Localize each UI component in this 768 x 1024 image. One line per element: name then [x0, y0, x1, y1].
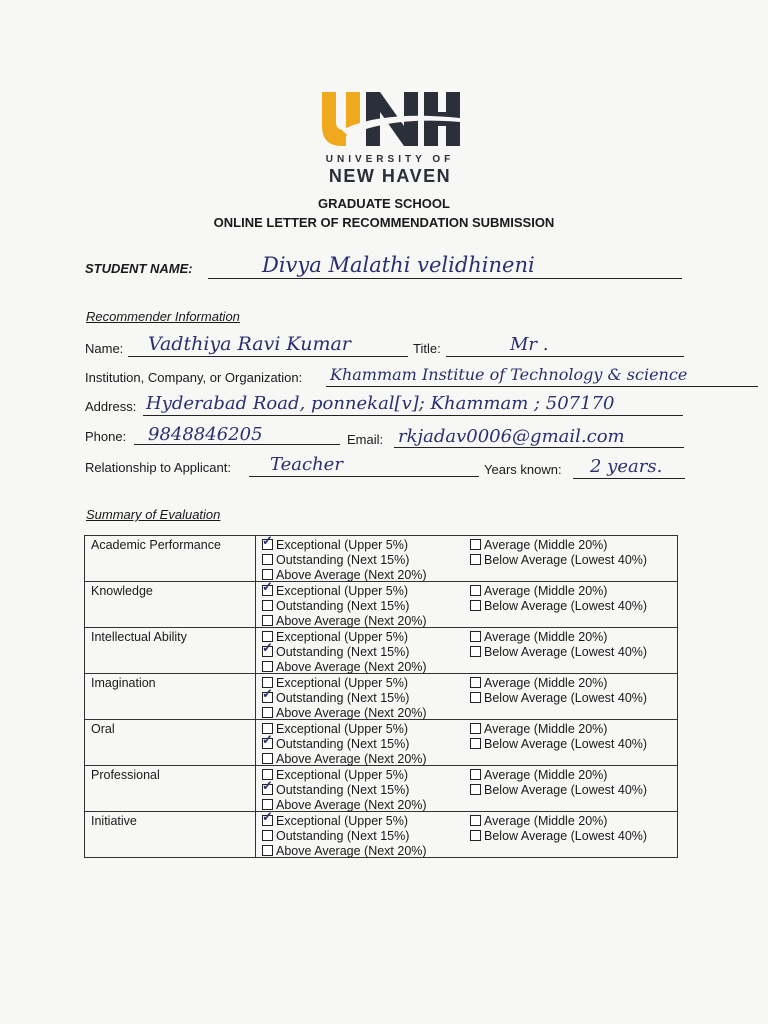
- logo-letter-u: [322, 92, 346, 146]
- phone-label: Phone:: [85, 429, 127, 444]
- rating-checkbox[interactable]: [262, 539, 273, 550]
- rating-checkbox[interactable]: [470, 631, 481, 642]
- rating-checkbox[interactable]: [470, 815, 481, 826]
- evaluation-category: Knowledge: [85, 582, 256, 628]
- evaluation-category: Academic Performance: [85, 536, 256, 582]
- rating-checkbox[interactable]: [470, 646, 481, 657]
- rating-option-label: Exceptional (Upper 5%): [276, 630, 409, 644]
- rating-option[interactable]: [262, 630, 408, 645]
- rating-option-label: Average (Middle 20%): [484, 584, 608, 598]
- new-haven-text: NEW HAVEN: [328, 166, 452, 186]
- evaluation-row: [85, 766, 678, 812]
- evaluation-category: Intellectual Ability: [85, 628, 256, 674]
- rating-option[interactable]: [262, 706, 427, 721]
- student-name-line: [208, 278, 682, 279]
- rating-option[interactable]: [262, 752, 427, 767]
- rating-checkbox[interactable]: [262, 585, 273, 596]
- rating-option-label: Exceptional (Upper 5%): [276, 814, 409, 828]
- rating-option-label: Outstanding (Next 15%): [276, 599, 410, 613]
- rating-option-label: Below Average (Lowest 40%): [484, 829, 648, 843]
- rating-checkbox[interactable]: [262, 554, 273, 565]
- rating-checkbox[interactable]: [262, 600, 273, 611]
- email-label: Email:: [347, 432, 384, 447]
- email-value[interactable]: rkjadav0006@gmail.com: [398, 426, 625, 447]
- rating-checkbox[interactable]: [470, 554, 481, 565]
- rating-option[interactable]: [262, 691, 409, 706]
- rating-option[interactable]: [470, 676, 607, 691]
- rating-option-label: Outstanding (Next 15%): [276, 829, 410, 843]
- rating-option[interactable]: [262, 568, 427, 583]
- relationship-line: [249, 476, 479, 477]
- rating-option-label: Above Average (Next 20%): [276, 706, 427, 720]
- rating-checkbox[interactable]: [262, 646, 273, 657]
- rating-option-label: Below Average (Lowest 40%): [484, 599, 648, 613]
- rating-option-label: Exceptional (Upper 5%): [276, 722, 409, 736]
- rating-checkbox[interactable]: [470, 585, 481, 596]
- rating-option-label: Average (Middle 20%): [484, 768, 608, 782]
- rating-option[interactable]: [470, 599, 647, 614]
- rating-option-label: Exceptional (Upper 5%): [276, 676, 409, 690]
- rating-option[interactable]: [262, 783, 409, 798]
- rating-option-label: Outstanding (Next 15%): [276, 553, 410, 567]
- evaluation-options: [256, 720, 678, 766]
- rating-option[interactable]: [470, 814, 607, 829]
- rating-option[interactable]: [470, 783, 647, 798]
- rating-option-label: Below Average (Lowest 40%): [484, 691, 648, 705]
- evaluation-row: [85, 720, 678, 766]
- rating-checkbox[interactable]: [470, 692, 481, 703]
- rating-option[interactable]: [470, 691, 647, 706]
- rating-option-label: Average (Middle 20%): [484, 814, 608, 828]
- relationship-value[interactable]: Teacher: [270, 454, 343, 475]
- rating-checkbox[interactable]: [470, 723, 481, 734]
- rating-option[interactable]: [262, 584, 408, 599]
- rating-option-label: Average (Middle 20%): [484, 722, 608, 736]
- rating-option[interactable]: [470, 722, 607, 737]
- rating-option[interactable]: [262, 599, 409, 614]
- rating-checkbox[interactable]: [470, 738, 481, 749]
- evaluation-row: [85, 536, 678, 582]
- rating-option-label: Below Average (Lowest 40%): [484, 553, 648, 567]
- address-line: [143, 415, 683, 416]
- rating-checkbox[interactable]: [262, 615, 273, 626]
- institution-value[interactable]: Khammam Institue of Technology & science: [330, 365, 688, 384]
- rating-option-label: Above Average (Next 20%): [276, 660, 427, 674]
- rating-option-label: Outstanding (Next 15%): [276, 645, 410, 659]
- rating-option-label: Exceptional (Upper 5%): [276, 584, 409, 598]
- rating-option[interactable]: [262, 844, 427, 859]
- rating-checkbox[interactable]: [262, 845, 273, 856]
- name-value[interactable]: Vadthiya Ravi Kumar: [148, 333, 351, 355]
- evaluation-options: [256, 582, 678, 628]
- rating-checkbox[interactable]: [262, 707, 273, 718]
- rating-checkbox[interactable]: [262, 753, 273, 764]
- student-name-value[interactable]: Divya Malathi velidhineni: [262, 253, 535, 277]
- institution-line: [326, 386, 758, 387]
- rating-option[interactable]: [262, 553, 409, 568]
- rating-checkbox[interactable]: [262, 830, 273, 841]
- rating-option-label: Above Average (Next 20%): [276, 614, 427, 628]
- rating-option[interactable]: [262, 614, 427, 629]
- rating-checkbox[interactable]: [470, 539, 481, 550]
- title-value[interactable]: Mr .: [510, 334, 549, 355]
- rating-option-label: Above Average (Next 20%): [276, 752, 427, 766]
- evaluation-options: [256, 812, 678, 858]
- rating-option[interactable]: [262, 645, 409, 660]
- rating-option[interactable]: [262, 737, 409, 752]
- evaluation-section-title: Summary of Evaluation: [86, 507, 221, 522]
- rating-option[interactable]: [470, 645, 647, 660]
- rating-option-label: Average (Middle 20%): [484, 630, 608, 644]
- form-title: ONLINE LETTER OF RECOMMENDATION SUBMISSION: [213, 215, 555, 230]
- rating-option-label: Above Average (Next 20%): [276, 844, 427, 858]
- rating-checkbox[interactable]: [470, 769, 481, 780]
- rating-option-label: Above Average (Next 20%): [276, 568, 427, 582]
- rating-option[interactable]: [470, 630, 607, 645]
- evaluation-category: Imagination: [85, 674, 256, 720]
- rating-option[interactable]: [262, 538, 408, 553]
- years-known-label: Years known:: [484, 462, 562, 477]
- rating-option-label: Outstanding (Next 15%): [276, 783, 410, 797]
- evaluation-category: Initiative: [85, 812, 256, 858]
- evaluation-row: [85, 812, 678, 858]
- recommender-section-title: Recommender Information: [86, 309, 240, 324]
- rating-checkbox[interactable]: [470, 600, 481, 611]
- rating-checkbox[interactable]: [262, 815, 273, 826]
- rating-option[interactable]: [262, 814, 408, 829]
- rating-checkbox[interactable]: [470, 784, 481, 795]
- address-label: Address:: [85, 399, 137, 414]
- rating-option[interactable]: [262, 798, 427, 813]
- rating-option[interactable]: [470, 737, 647, 752]
- evaluation-options: [256, 766, 678, 812]
- rating-checkbox[interactable]: [262, 692, 273, 703]
- school-heading: GRADUATE SCHOOL: [318, 196, 450, 211]
- relationship-label: Relationship to Applicant:: [85, 460, 231, 475]
- rating-option-label: Below Average (Lowest 40%): [484, 645, 648, 659]
- rating-option-label: Exceptional (Upper 5%): [276, 768, 409, 782]
- rating-option-label: Exceptional (Upper 5%): [276, 538, 409, 552]
- rating-checkbox[interactable]: [262, 784, 273, 795]
- rating-option-label: Average (Middle 20%): [484, 538, 608, 552]
- rating-option-label: Below Average (Lowest 40%): [484, 737, 648, 751]
- evaluation-options: [256, 536, 678, 582]
- rating-option[interactable]: [262, 660, 427, 675]
- rating-option[interactable]: [470, 584, 607, 599]
- student-name-label: STUDENT NAME:: [85, 261, 193, 276]
- university-of-text: UNIVERSITY OF: [325, 154, 455, 165]
- evaluation-table: [84, 535, 678, 858]
- evaluation-row: [85, 628, 678, 674]
- rating-option[interactable]: [470, 538, 607, 553]
- rating-option-label: Below Average (Lowest 40%): [484, 783, 648, 797]
- name-line: [128, 356, 408, 357]
- rating-checkbox[interactable]: [470, 677, 481, 688]
- rating-option[interactable]: [262, 829, 409, 844]
- institution-label: Institution, Company, or Organization:: [85, 370, 303, 385]
- rating-option-label: Outstanding (Next 15%): [276, 691, 410, 705]
- rating-option[interactable]: [470, 553, 647, 568]
- address-value[interactable]: Hyderabad Road, ponnekal[v]; Khammam ; 507170: [146, 393, 615, 414]
- title-line: [446, 356, 684, 357]
- rating-checkbox[interactable]: [470, 830, 481, 841]
- years-known-line: [573, 478, 685, 479]
- rating-option[interactable]: [262, 768, 408, 783]
- rating-option[interactable]: [470, 829, 647, 844]
- evaluation-category: Professional: [85, 766, 256, 812]
- rating-option-label: Above Average (Next 20%): [276, 798, 427, 812]
- rating-option-label: Outstanding (Next 15%): [276, 737, 410, 751]
- rating-checkbox[interactable]: [262, 738, 273, 749]
- phone-value[interactable]: 9848846205: [148, 424, 263, 445]
- unh-logo: [318, 90, 462, 148]
- rating-option[interactable]: [262, 676, 408, 691]
- rating-option[interactable]: [262, 722, 408, 737]
- evaluation-options: [256, 674, 678, 720]
- evaluation-row: [85, 582, 678, 628]
- name-label: Name:: [85, 341, 124, 356]
- title-label: Title:: [413, 341, 441, 356]
- rating-option-label: Average (Middle 20%): [484, 676, 608, 690]
- rating-checkbox[interactable]: [262, 661, 273, 672]
- evaluation-row: [85, 674, 678, 720]
- evaluation-options: [256, 628, 678, 674]
- email-line: [394, 447, 684, 448]
- years-known-value[interactable]: 2 years.: [590, 456, 663, 477]
- rating-option[interactable]: [470, 768, 607, 783]
- evaluation-category: Oral: [85, 720, 256, 766]
